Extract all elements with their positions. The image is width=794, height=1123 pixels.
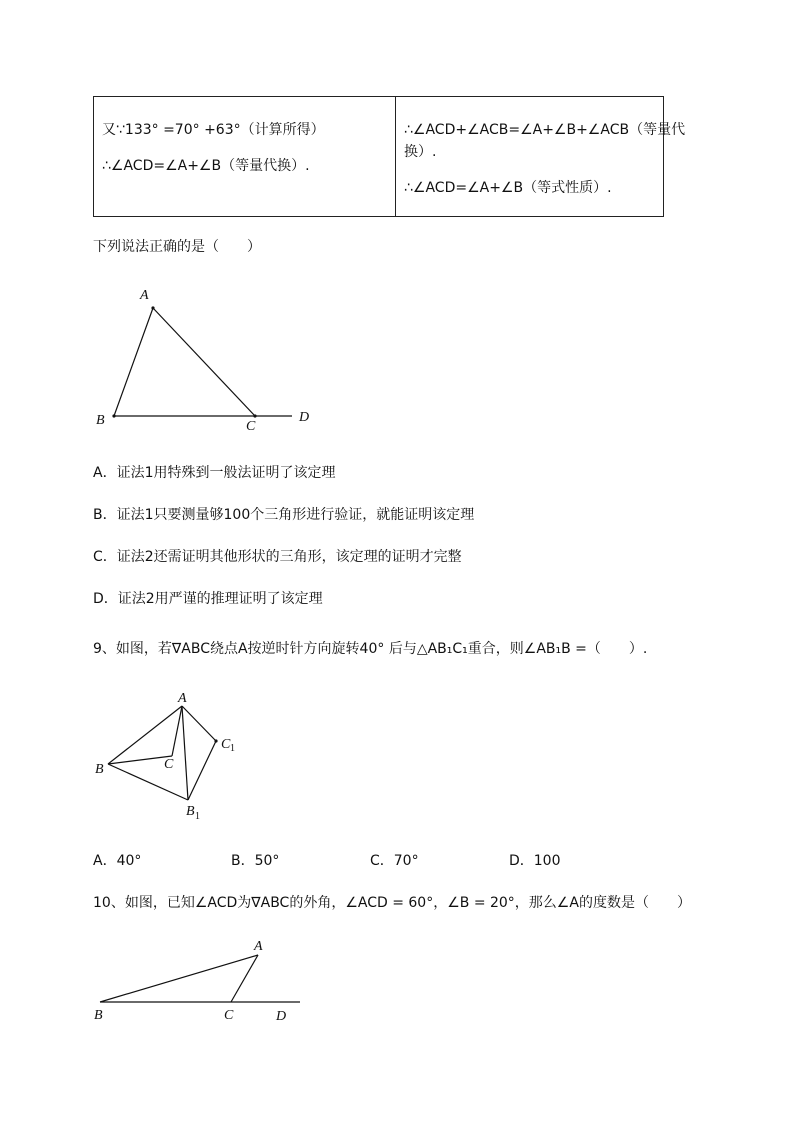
q8-point-B [112,414,115,417]
q9-side-B1C1 [188,741,216,800]
proof-left-line1: 又∵133° =70° +63°（计算所得） [102,122,325,138]
q9-label-C1-sub: 1 [230,743,235,754]
q10-stem: 10、如图，已知∠ACD为∇ABC的外角，∠ACD = 60°，∠B = 20°，那么∠A的度数是（ ） [93,895,691,911]
q9-point-C1 [214,739,217,742]
q9-option-d: D．100 [509,853,561,869]
q9-label-C1: C [221,737,231,752]
q8-triangle-figure [90,280,330,440]
q8-label-B: B [96,413,105,428]
proof-right-line3: ∴∠ACD=∠A+∠B（等式性质）. [404,180,612,196]
q9-label-B1: B [186,804,195,819]
q9-label-C: C [164,757,174,772]
q10-side-AB [100,955,258,1002]
q8-option-b: B．证法1只要测量够100个三角形进行验证，就能证明该定理 [93,507,475,523]
q8-label-D: D [299,410,310,425]
q8-side-AC [153,308,255,416]
proof-right-line2: 换）. [404,144,437,160]
q10-label-C: C [224,1008,234,1023]
q8-point-A [151,306,154,309]
q10-triangle-figure [90,935,320,1030]
q8-label-A: A [140,288,149,303]
q9-side-AB1 [182,706,188,800]
proof-cell-left [94,97,396,217]
proof-left-line2: ∴∠ACD=∠A+∠B（等量代换）. [102,158,310,174]
q9-rotation-figure [90,688,270,828]
q9-label-B1-sub: 1 [195,811,200,822]
q8-option-d: D．证法2用严谨的推理证明了该定理 [93,591,323,607]
proof-table [93,96,686,217]
q9-side-AC1 [182,706,216,741]
proof-cell-right [396,97,686,217]
q9-label-B: B [95,762,104,777]
q9-option-a: A．40° [93,853,142,869]
q9-stem: 9、如图，若∇ABC绕点A按逆时针方向旋转40° 后与△AB₁C₁重合，则∠AB₁B =（ ）. [93,641,648,657]
q9-label-A: A [178,691,187,706]
q9-segment-BB1 [108,764,188,800]
q9-side-AC [172,706,182,756]
q9-option-c: C．70° [370,853,419,869]
q8-side-AB [114,308,153,416]
q10-label-B: B [94,1008,103,1023]
q9-option-b: B．50° [231,853,280,869]
q8-option-a: A．证法1用特殊到一般法证明了该定理 [93,465,336,481]
q8-stem: 下列说法正确的是（ ） [93,239,261,255]
q8-label-C: C [246,419,256,434]
q8-option-c: C．证法2还需证明其他形状的三角形，该定理的证明才完整 [93,549,462,565]
q10-label-D: D [276,1009,287,1024]
q10-label-A: A [254,939,263,954]
q9-side-AB [108,706,182,764]
q8-point-C [253,414,256,417]
proof-right-line1: ∴∠ACD+∠ACB=∠A+∠B+∠ACB（等量代 [404,122,686,138]
